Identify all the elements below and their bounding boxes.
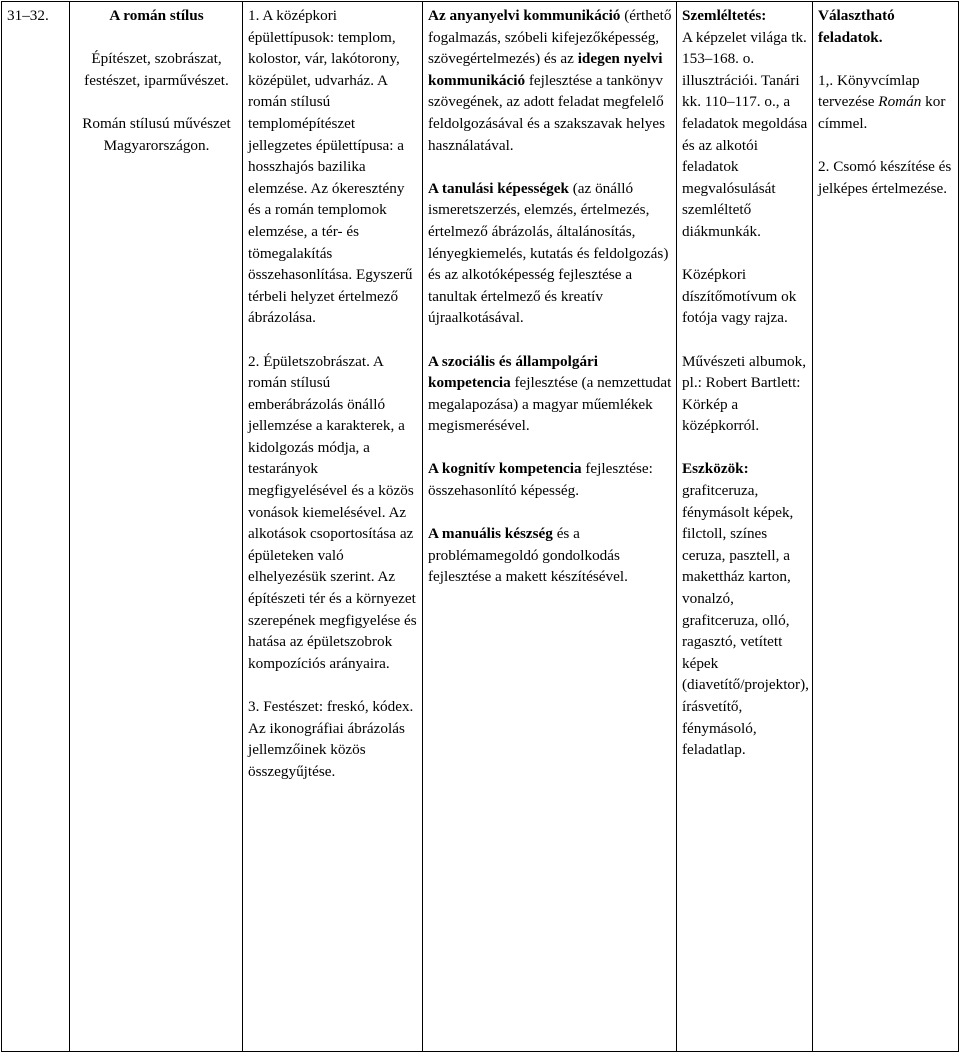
- optional-tasks-cell: [813, 2, 959, 1052]
- competences-cell: [423, 2, 677, 1052]
- table-row: [2, 2, 959, 1052]
- topic-cell: [70, 2, 243, 1052]
- tools-paragraph: Eszközök: grafitceruza, fénymásolt képek, filctoll, színes ceruza, pasztell, a makettház karton, vonalzó, grafitceruza, olló, ragasztó, vetített képek (diavetítő/projektor), írásvetítő, fénymásoló, feladatlap.: [682, 460, 809, 759]
- competence-communication: Az anyanyelvi kommunikáció (érthető fogalmazás, szóbeli kifejezőképesség, szövegértelmezés) és az idegen nyelvi kommunikáció fejlesztése a tankönyv szövegének, az adott feladat megfelelő feldolgozásával és a szakszavak helyes használatával.: [428, 7, 672, 154]
- topic-subtitle: Építészet, szobrászat, festészet, iparművészet.: [84, 50, 229, 89]
- content-cell: [243, 2, 423, 1052]
- competence-manual: A manuális készség és a problémamegoldó gondolkodás fejlesztése a makett készítésével.: [428, 525, 628, 586]
- hours-cell: [2, 2, 70, 1052]
- illustration-label: Szemléltetés:: [682, 7, 767, 24]
- content-paragraph-2: 2. Épületszobrászat. A román stílusú emberábrázolás önálló jellemzése a karakterek, a kidolgozás módja, a testarányok megfigyelésével és a közös vonások kiemelésével. Az alkotások csoportosítása az épületeken való elhelyezésük szerint. Az építészeti tér és a környezet szerepének megfigyelése és hatása az épületszobrok kompozíciós arányaira.: [248, 352, 417, 672]
- content-paragraph-3: 3. Festészet: freskó, kódex. Az ikonográfiai ábrázolás jellemzőinek közös összegyűjtése.: [248, 698, 414, 780]
- illustration-cell: [677, 2, 813, 1052]
- illustration-paragraph-3: Művészeti albumok, pl.: Robert Bartlett: Körkép a középkorról.: [682, 352, 807, 435]
- optional-task-2: 2. Csomó készítése és jelképes értelmezése.: [818, 158, 952, 197]
- optional-tasks-title: Választható feladatok.: [818, 7, 895, 46]
- tools-label: Eszközök:: [682, 460, 749, 478]
- competence-learning: A tanulási képességek (az önálló ismeretszerzés, elemzés, értelmezés, értelmező ábrázolás, általánosítás, lényegkiemelés, kutatás és feldolgozás) és az alkotóképesség fejlesztése a tanultak értelmező és kreatív újraalkotásával.: [428, 179, 669, 327]
- lesson-hours: 31–32.: [7, 7, 49, 24]
- topic-artists: Román stílusú művészet Magyarországon.: [82, 114, 231, 154]
- illustration-paragraph-1: Szemléltetés: A képzelet világa tk. 153–168. o. illusztrációi. Tanári kk. 110–117. o., a feladatok megoldása és az alkotói feladatok megvalósulását szemléltető diákmunkák.: [682, 7, 808, 240]
- competence-cognitive: A kognitív kompetencia fejlesztése: összehasonlító képesség.: [428, 460, 653, 500]
- competence-social: A szociális és állampolgári kompetencia fejlesztése (a nemzettudat megalapozása) a magyar műemlékek megismerésével.: [428, 352, 672, 435]
- topic-title: A román stílus: [109, 7, 204, 24]
- content-paragraph-1: 1. A középkori épülettípusok: templom, kolostor, vár, lakótorony, középület, udvarház. A román stílusú templomépítészet jellegzetes épülettípusa: a hosszhajós bazilika elemzése. Az ókeresztény és a román templomok elemzése, a tér- és tömegalakítás összehasonlítása. Egyszerű térbeli helyzet értelmező ábrázolása.: [248, 7, 413, 327]
- optional-task-1: 1,. Könyvcímlap tervezése Román kor címmel.: [818, 71, 946, 132]
- curriculum-table: [1, 1, 959, 1052]
- illustration-paragraph-2: Középkori díszítőmotívum ok fotója vagy rajza.: [682, 266, 797, 327]
